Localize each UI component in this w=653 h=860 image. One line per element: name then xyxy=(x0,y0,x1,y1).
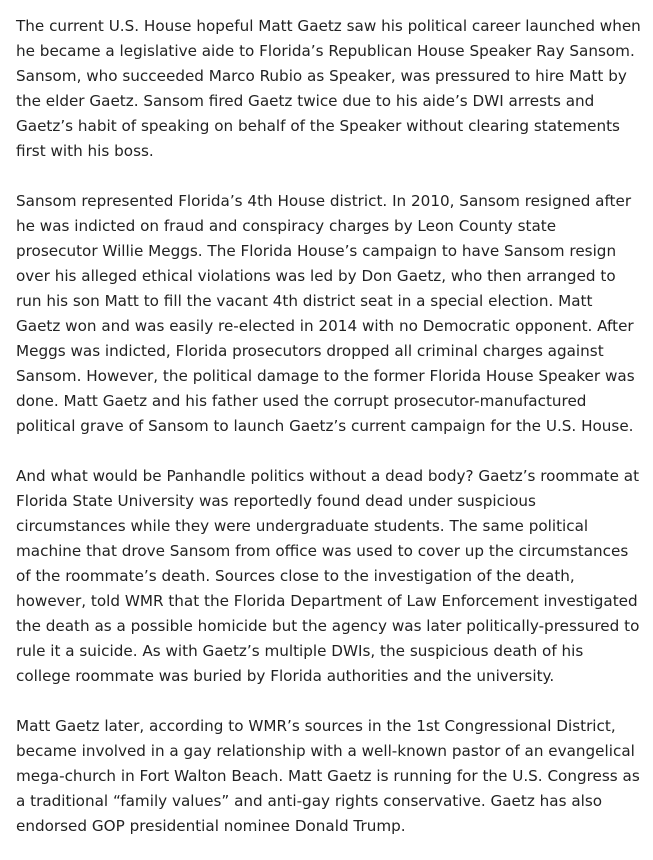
paragraph-4: Matt Gaetz later, according to WMR’s sources in the 1st Congressional District, became involved in a gay relationship with a well-known pastor of an evangelical mega-church in Fort Walton Beach. Matt Gaetz is running for the U.S. Congress as a traditional “family values” and anti-gay rights conservative. Gaetz has also endorsed GOP presidential nominee Donald Trump. xyxy=(16,717,640,835)
paragraph-1: The current U.S. House hopeful Matt Gaetz saw his political career launched when he became a legislative aide to Florida’s Republican House Speaker Ray Sansom. Sansom, who succeeded Marco Rubio as Speaker, was pressured to hire Matt by the elder Gaetz. Sansom fired Gaetz twice due to his aide’s DWI arrests and Gaetz’s habit of speaking on behalf of the Speaker without clearing statements first with his boss. xyxy=(16,17,641,160)
paragraph-3: And what would be Panhandle politics without a dead body? Gaetz’s roommate at Florida State University was reportedly found dead under suspicious circumstances while they were undergraduate students. The same political machine that drove Sansom from office was used to cover up the circumstances of the roommate’s death. Sources close to the investigation of the death, however, told WMR that the Florida Department of Law Enforcement investigated the death as a possible homicide but the agency was later politically-pressured to rule it a suicide. As with Gaetz’s multiple DWIs, the suspicious death of his college roommate was buried by Florida authorities and the university. xyxy=(16,467,640,685)
paragraph-2: Sansom represented Florida’s 4th House district. In 2010, Sansom resigned after he was indicted on fraud and conspiracy charges by Leon County state prosecutor Willie Meggs. The Florida House’s campaign to have Sansom resign over his alleged ethical violations was led by Don Gaetz, who then arranged to run his son Matt to fill the vacant 4th district seat in a special election. Matt Gaetz won and was easily re-elected in 2014 with no Democratic opponent. After Meggs was indicted, Florida prosecutors dropped all criminal charges against Sansom. However, the political damage to the former Florida House Speaker was done. Matt Gaetz and his father used the corrupt prosecutor-manufactured political grave of Sansom to launch Gaetz’s current campaign for the U.S. House. xyxy=(16,192,635,435)
